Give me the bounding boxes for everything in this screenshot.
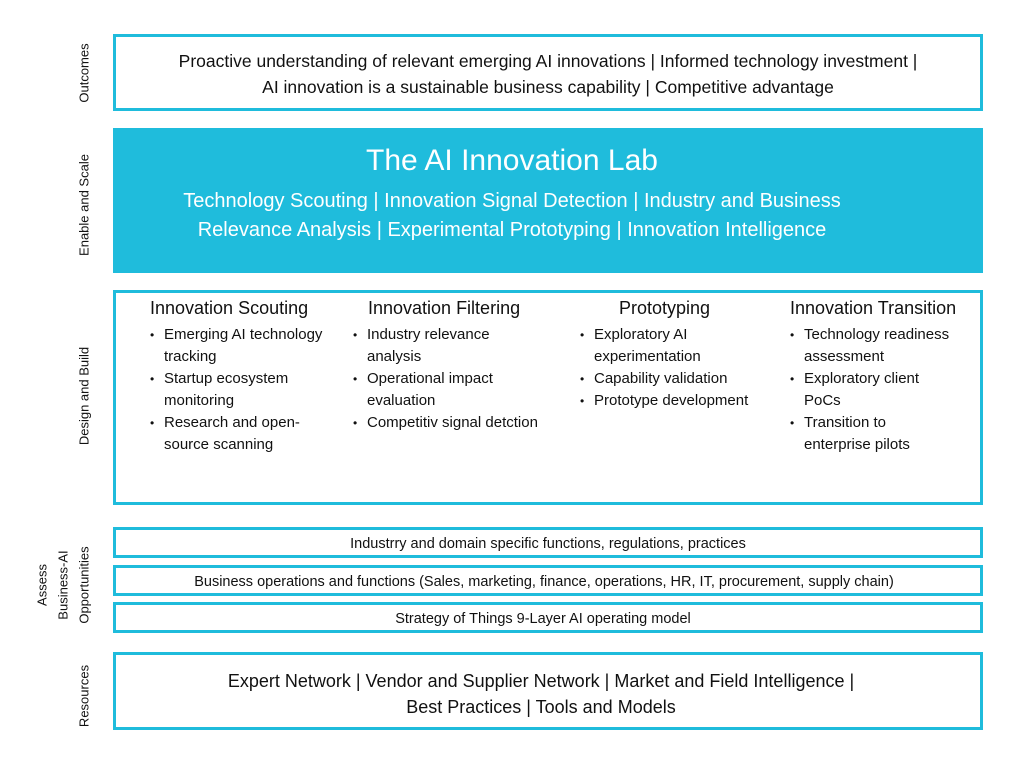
assess-strip-industry-text: Industrry and domain specific functions, regulations, practices — [350, 536, 746, 552]
innovation-lab-title: The AI Innovation Lab — [366, 144, 658, 177]
resources-line2: Best Practices | Tools and Models — [406, 697, 676, 717]
outcomes-line1: Proactive understanding of relevant emerging AI innovations | Informed technology investment | — [178, 51, 918, 71]
outcomes-line2: AI innovation is a sustainable business capability | Competitive advantage — [262, 77, 834, 97]
list-item: • Emerging AI technology tracking — [150, 324, 325, 368]
list-item: • Capability validation — [580, 368, 770, 390]
list-item: • Exploratory client PoCs — [790, 368, 944, 412]
column-title: Prototyping — [619, 298, 711, 318]
column-title: Innovation Transition — [790, 298, 957, 318]
column-innovation-scouting — [150, 297, 325, 456]
resources-box — [113, 652, 983, 730]
assess-strip-operating-model-text: Strategy of Things 9-Layer AI operating model — [395, 611, 691, 627]
side-label-assess-line1: Assess — [34, 564, 50, 606]
side-label-outcomes: Outcomes — [76, 43, 92, 103]
column-list — [150, 324, 325, 456]
side-label-resources: Resources — [76, 664, 92, 728]
list-item: • Research and open-source scanning — [150, 412, 325, 456]
column-innovation-transition — [790, 297, 970, 456]
side-label-design-and-build: Design and Build — [76, 346, 92, 446]
assess-strip-industry — [113, 527, 983, 558]
outcomes-box — [113, 34, 983, 111]
list-item: • Prototype development — [580, 390, 770, 412]
side-label-assess — [32, 546, 95, 623]
innovation-lab-subtitle: Technology Scouting | Innovation Signal Detection | Industry and Business Relevance Analysis | Experimental Prototyping | Innovation Intelligence — [183, 190, 841, 241]
column-list — [353, 324, 553, 434]
list-item: • Operational impact evaluation — [353, 368, 517, 412]
list-item: • Transition to enterprise pilots — [790, 412, 944, 456]
list-item: • Startup ecosystem monitoring — [150, 368, 325, 412]
resources-line1: Expert Network | Vendor and Supplier Network | Market and Field Intelligence | — [227, 671, 855, 691]
list-item: • Technology readiness assessment — [790, 324, 969, 368]
assess-strip-business-operations — [113, 565, 983, 596]
side-label-enable-and-scale: Enable and Scale — [76, 154, 92, 256]
column-innovation-filtering — [353, 297, 553, 434]
list-item: • Exploratory AI experimentation — [580, 324, 724, 368]
assess-strip-business-operations-text: Business operations and functions (Sales, marketing, finance, operations, HR, IT, procurement, supply chain) — [194, 574, 894, 590]
resources-text — [102, 668, 980, 720]
side-label-assess-line2: Business-AI — [55, 550, 71, 620]
list-item: • Competitiv signal detction — [353, 412, 553, 434]
list-item: • Industry relevance analysis — [353, 324, 517, 368]
column-list — [790, 324, 970, 456]
column-title: Innovation Filtering — [368, 298, 521, 318]
column-title: Innovation Scouting — [150, 298, 309, 318]
outcomes-text — [116, 48, 980, 100]
assess-strip-operating-model — [113, 602, 983, 633]
column-prototyping — [580, 297, 770, 412]
side-label-assess-line3: Opportunities — [76, 546, 92, 624]
column-list — [580, 324, 770, 412]
